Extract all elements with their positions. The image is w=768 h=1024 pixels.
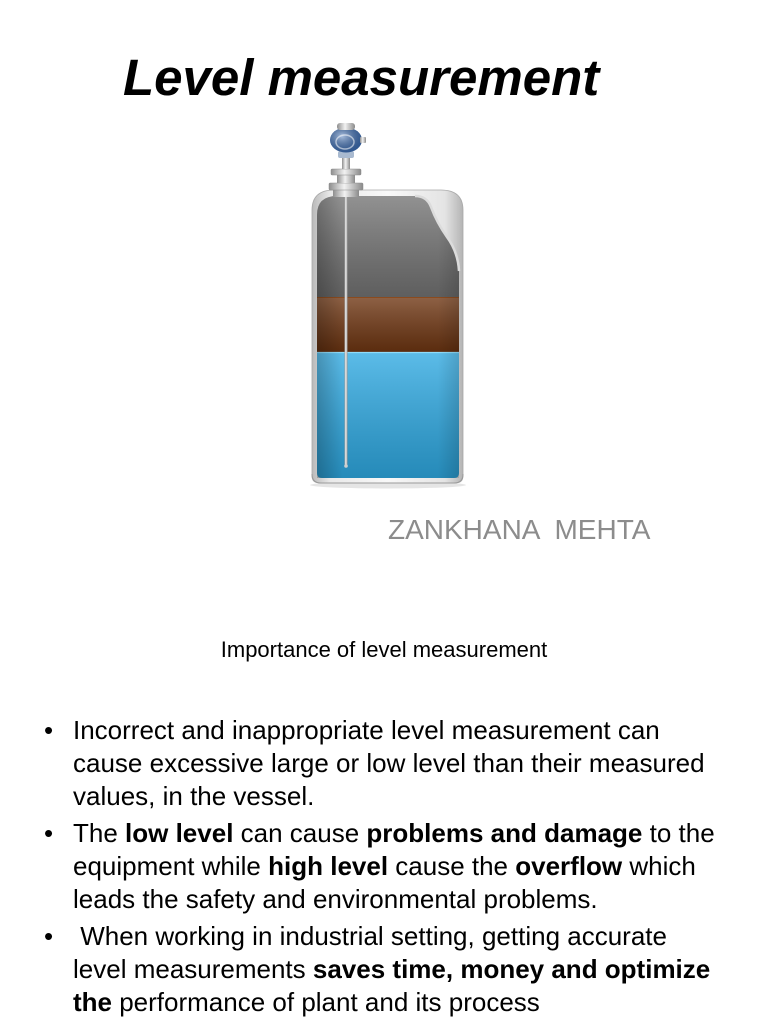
bullet-text bbox=[73, 817, 715, 916]
upper-flange bbox=[331, 169, 361, 175]
bullet-text bbox=[73, 714, 705, 813]
bullet-line bbox=[73, 986, 710, 1019]
bullet-text bbox=[73, 920, 710, 1019]
bullet-dot-icon: • bbox=[44, 921, 54, 951]
slide-title: Level measurement bbox=[123, 49, 600, 106]
cable-gland bbox=[360, 137, 366, 143]
text-run: can cause bbox=[233, 818, 367, 848]
transmitter-head bbox=[330, 123, 366, 158]
bullet-item bbox=[44, 714, 744, 813]
lower-flange bbox=[329, 183, 363, 190]
bullet-dot-icon: • bbox=[44, 715, 54, 745]
emphasis-text: the bbox=[73, 987, 112, 1017]
probe-rod bbox=[345, 176, 348, 466]
level-tank-illustration bbox=[300, 118, 475, 490]
text-run: cause the bbox=[388, 851, 516, 881]
probe-rod-tip bbox=[344, 464, 348, 468]
bullet-line bbox=[73, 817, 715, 850]
emphasis-text: low level bbox=[125, 818, 234, 848]
tank-inner-shading bbox=[317, 196, 459, 478]
text-run: performance of plant and its process bbox=[112, 987, 540, 1017]
bullet-line bbox=[73, 883, 715, 916]
text-run: When working in industrial setting, getting accurate bbox=[73, 921, 667, 951]
emphasis-text: overflow bbox=[515, 851, 623, 881]
emphasis-text: high level bbox=[268, 851, 389, 881]
bullet-item bbox=[44, 920, 744, 1019]
bullet-dot-icon: • bbox=[44, 818, 54, 848]
text-run: leads the safety and environmental problems. bbox=[73, 884, 598, 914]
probe-stem bbox=[342, 158, 350, 169]
text-run: The bbox=[73, 818, 126, 848]
bullet-item bbox=[44, 817, 744, 916]
transmitter-cap bbox=[337, 123, 355, 130]
bullet-line bbox=[73, 780, 705, 813]
text-run: level measurements bbox=[73, 954, 313, 984]
flange-spacer bbox=[337, 175, 355, 183]
text-run: equipment while bbox=[73, 851, 269, 881]
text-run: Incorrect and inappropriate level measurement can bbox=[73, 715, 660, 745]
bullet-line bbox=[73, 953, 710, 986]
process-connection-flange bbox=[329, 158, 363, 197]
bullet-line bbox=[73, 850, 715, 883]
bullet-line bbox=[73, 920, 710, 953]
emphasis-text: saves time, money and optimize bbox=[312, 954, 711, 984]
bullet-line bbox=[73, 714, 705, 747]
emphasis-text: problems and damage bbox=[366, 818, 643, 848]
bullet-line bbox=[73, 747, 705, 780]
text-run: cause excessive large or low level than their measured bbox=[73, 748, 705, 778]
author-name: ZANKHANA MEHTA bbox=[388, 514, 651, 545]
bullet-list bbox=[44, 714, 744, 1019]
tank-nozzle bbox=[333, 190, 359, 197]
text-run: which bbox=[622, 851, 696, 881]
text-run: to the bbox=[642, 818, 715, 848]
section-heading: Importance of level measurement bbox=[220, 637, 548, 662]
text-run: values, in the vessel. bbox=[73, 781, 315, 811]
